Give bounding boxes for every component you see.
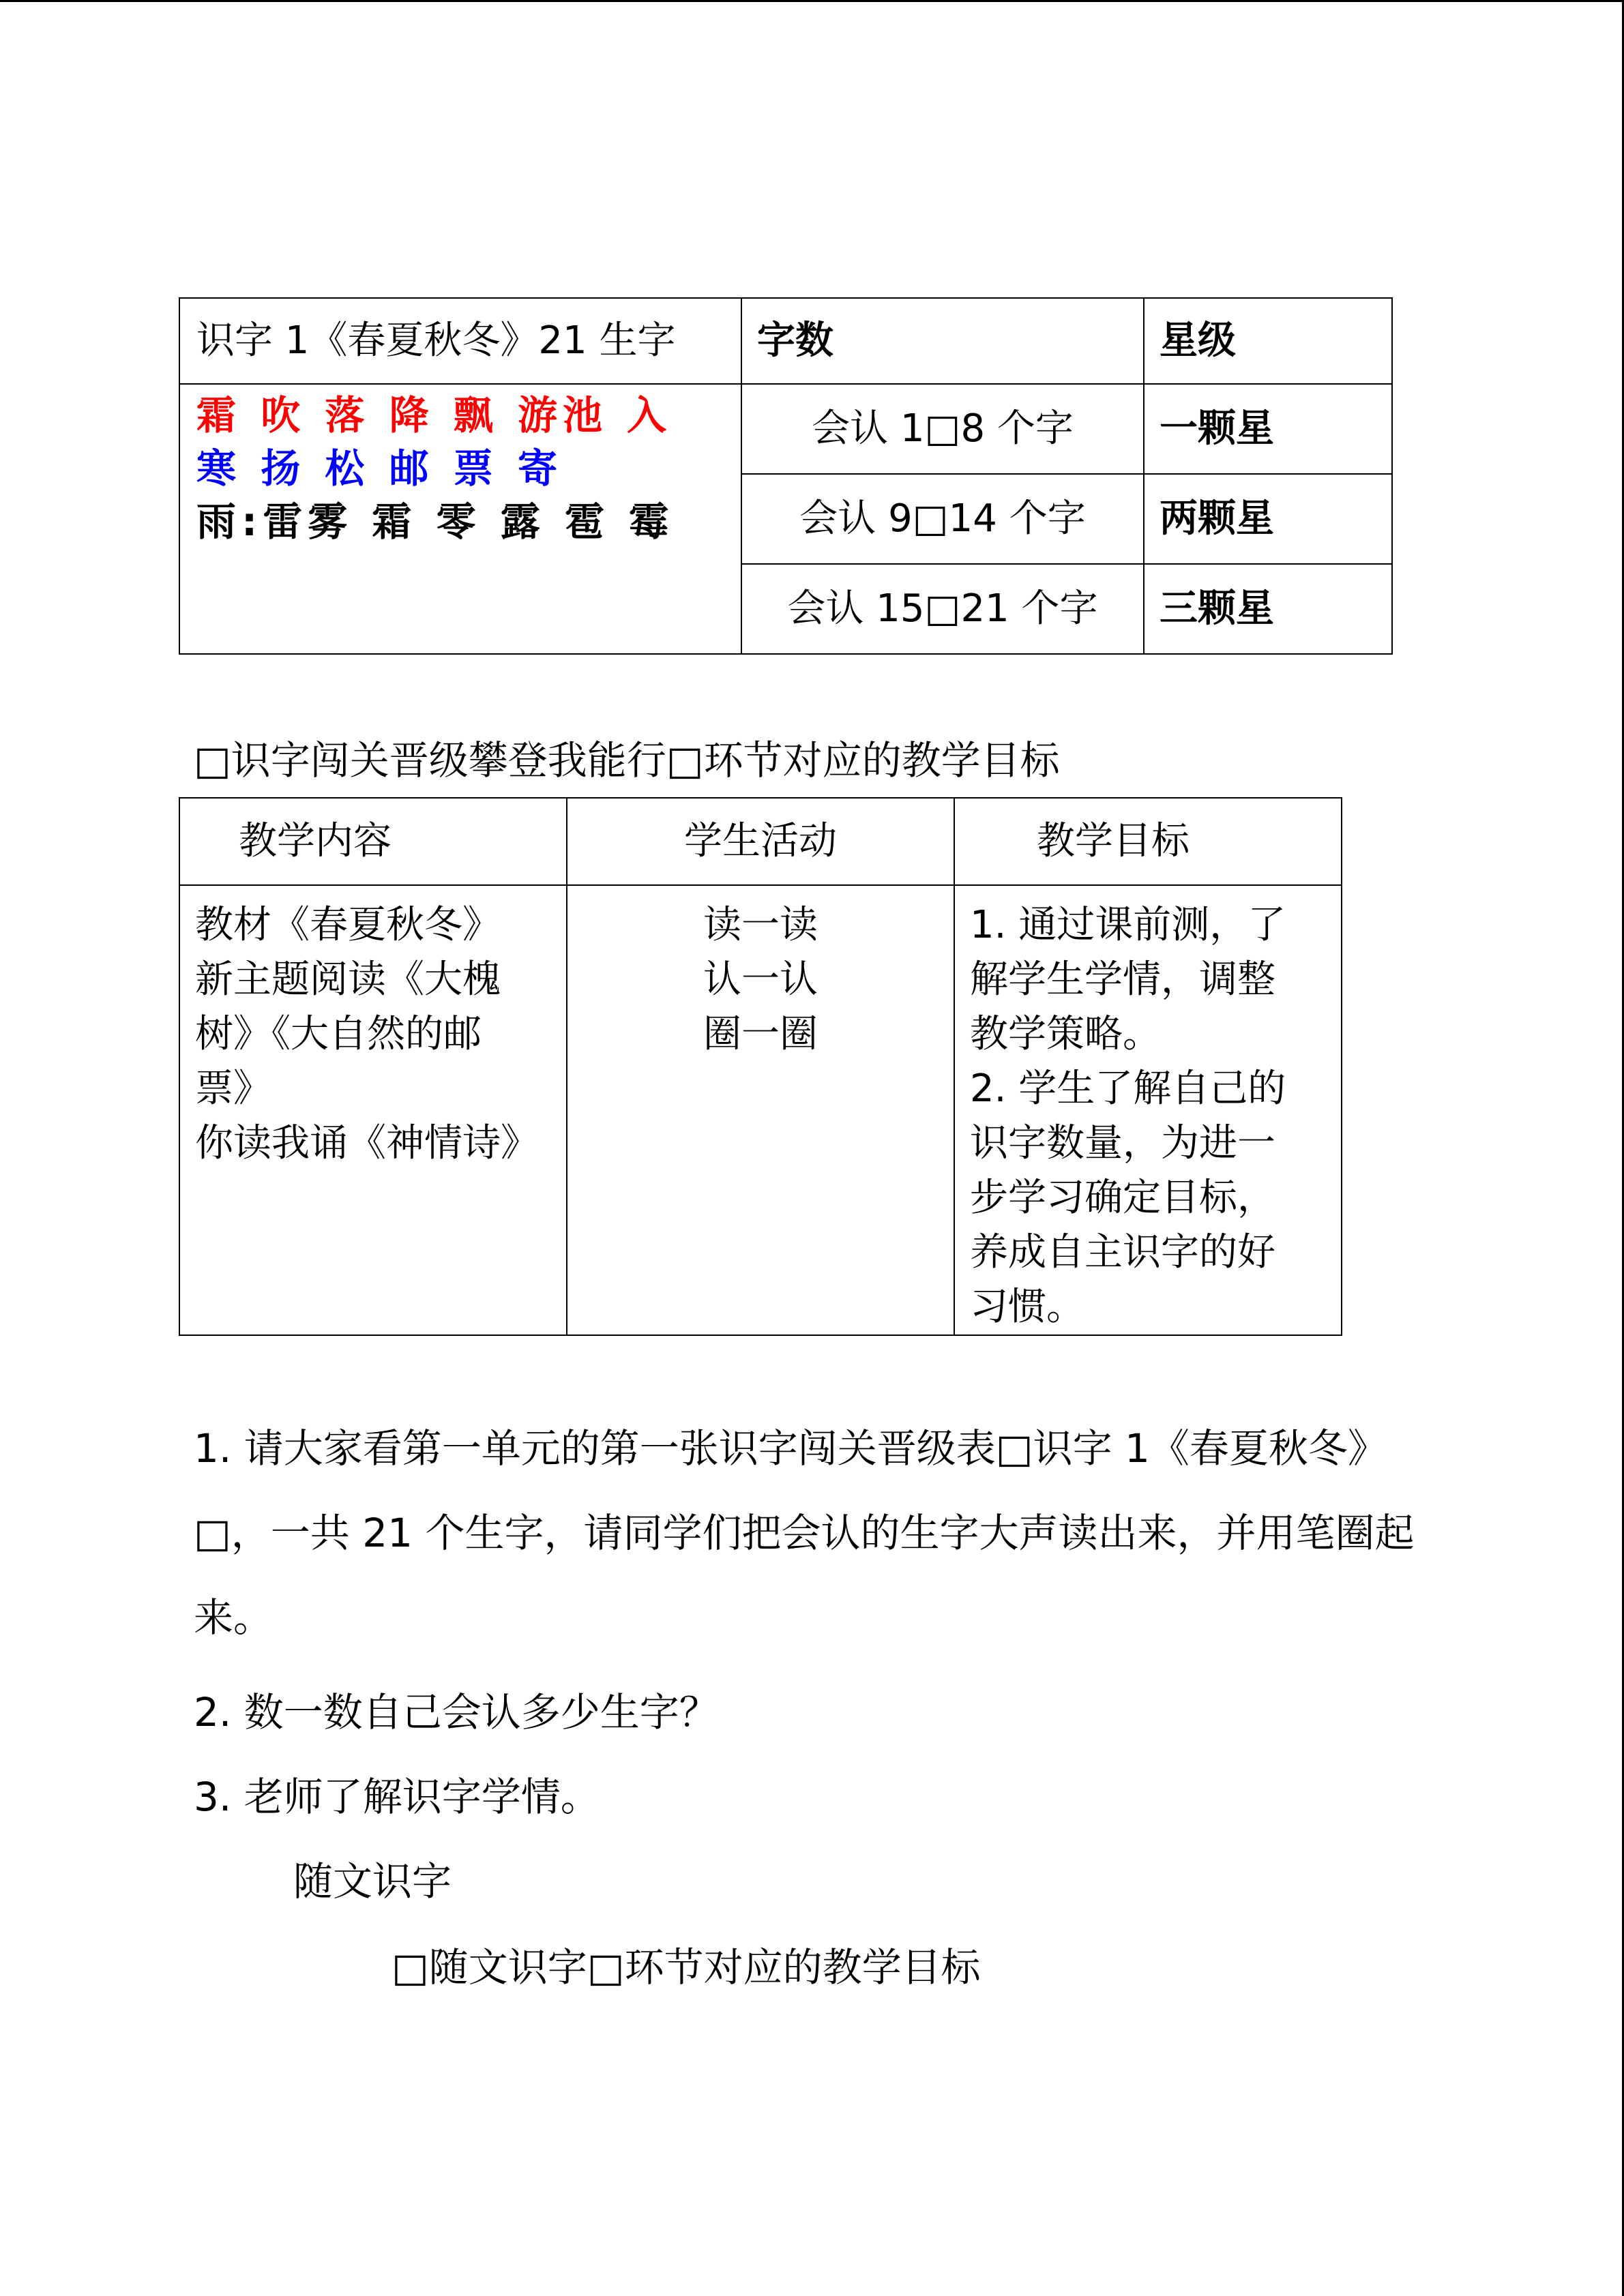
level-cell: 两颗星 [1144, 474, 1392, 564]
content-line: 新主题阅读《大槐 [195, 957, 501, 1002]
goal-line: 识字数量，为进一 [970, 1121, 1275, 1165]
lesson-title-cell: 识字 1《春夏秋冬》21 生字 [179, 298, 741, 384]
goal-line: 1. 通过课前测，了 [970, 903, 1286, 947]
count-cell: 会认 15□21 个字 [741, 564, 1144, 654]
goal-line: 教学策略。 [970, 1012, 1161, 1056]
activity-line: 圈一圈 [703, 1012, 818, 1056]
goal-line: 解学生学情，调整 [970, 957, 1275, 1002]
count-header: 字数 [741, 298, 1144, 384]
count-cell: 会认 1□8 个字 [741, 384, 1144, 474]
activity-cell [567, 885, 954, 1335]
section-title: 随文识字 [293, 1858, 452, 1905]
goal-line: 步学习确定目标， [970, 1176, 1275, 1220]
level-cell: 一颗星 [1144, 384, 1392, 474]
section-caption: □随文识字□环节对应的教学目标 [392, 1944, 981, 1991]
character-list [179, 384, 741, 654]
header-goal: 教学目标 [954, 798, 1342, 885]
star-level-table [179, 297, 1393, 655]
activity-line: 读一读 [703, 903, 818, 947]
level-header: 星级 [1144, 298, 1392, 384]
content-line: 树》《大自然的邮 [195, 1012, 482, 1056]
content-cell [179, 885, 567, 1335]
content-line: 教材《春夏秋冬》 [195, 903, 501, 947]
content-line: 票》 [195, 1067, 271, 1111]
instruction-step: 3. 老师了解识字学情。 [194, 1774, 600, 1820]
instruction-step: 2. 数一数自己会认多少生字？ [194, 1689, 719, 1735]
activity-line: 认一认 [703, 957, 818, 1002]
count-cell: 会认 9□14 个字 [741, 474, 1144, 564]
goal-line: 习惯。 [970, 1285, 1084, 1329]
level-cell: 三颗星 [1144, 564, 1392, 654]
chars-blue: 寒 扬 松 邮 票 寄 [196, 445, 563, 492]
teaching-goals-table [179, 797, 1342, 1336]
header-content: 教学内容 [179, 798, 567, 885]
goal-line: 养成自主识字的好 [970, 1230, 1275, 1274]
chars-black: 雨:雷雾 霜 零 露 雹 霉 [196, 498, 675, 545]
table-caption: □识字闯关晋级攀登我能行□环节对应的教学目标 [194, 737, 1060, 784]
goal-cell [954, 885, 1342, 1335]
instruction-paragraph: 1. 请大家看第一单元的第一张识字闯关晋级表□识字 1《春夏秋冬》□，一共 21 个生字，请同学们把会认的生字大声读出来，并用笔圈起来。 [194, 1425, 1415, 1641]
goal-line: 2. 学生了解自己的 [970, 1067, 1286, 1111]
header-activity: 学生活动 [567, 798, 954, 885]
content-line: 你读我诵《神情诗》 [195, 1121, 539, 1165]
chars-red: 霜 吹 落 降 飘 游池 入 [196, 392, 673, 438]
